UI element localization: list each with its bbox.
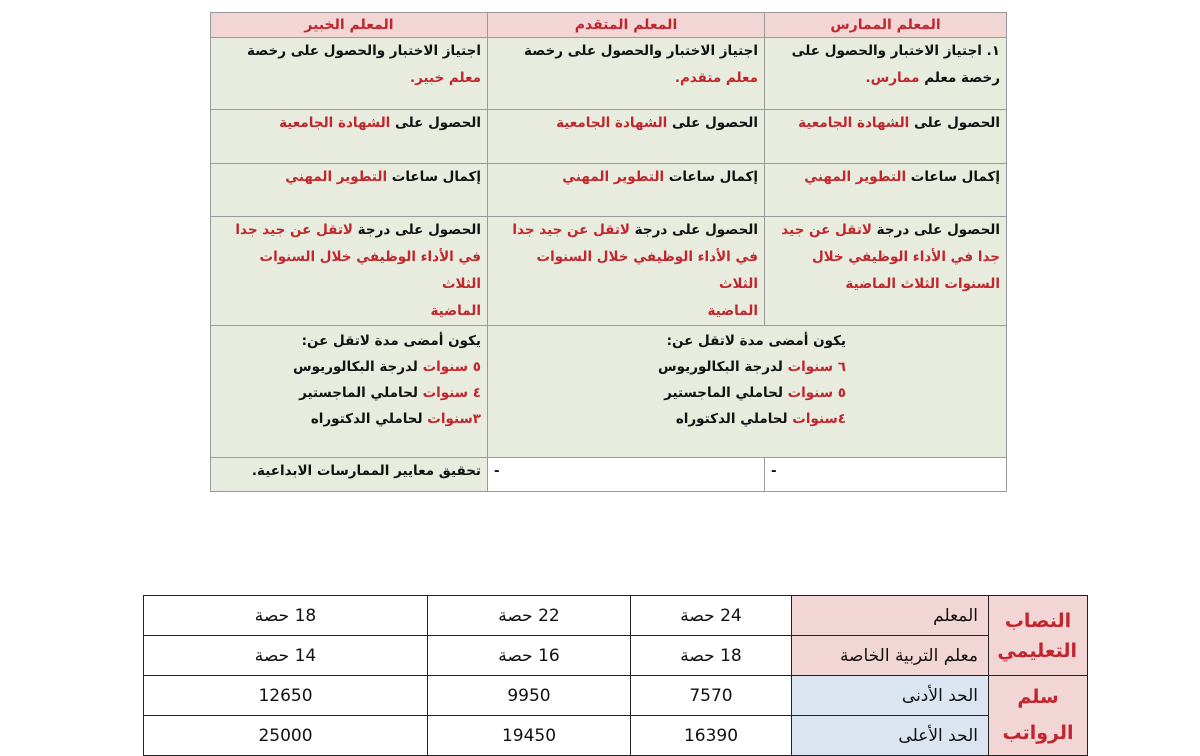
value-cell: 14 حصة — [144, 636, 428, 676]
row-license — [211, 38, 1007, 110]
text: لدرجة البكالوريوس — [293, 359, 423, 375]
text: يكون أمضى مدة لاتقل عن: — [301, 333, 481, 349]
header-row — [211, 13, 1007, 38]
text: ٥ سنوات — [422, 359, 481, 375]
header-practitioner: المعلم الممارس — [765, 13, 1007, 38]
group-salary-label — [989, 676, 1088, 756]
text: النصاب — [1004, 609, 1072, 632]
text: التعليمي — [997, 639, 1077, 662]
cell-advanced-creative — [488, 458, 765, 492]
text: إكمال ساعات — [906, 169, 1000, 185]
value-cell: 7570 — [631, 676, 792, 716]
text: اجتياز الاختبار والحصول على رخصة — [247, 43, 481, 59]
text: لحاملي الدكتوراه — [675, 411, 793, 427]
workload-salary-table — [143, 595, 1088, 756]
text: الحصول على درجة — [352, 222, 481, 238]
text: التطوير المهني — [562, 169, 665, 185]
text: الشهادة الجامعية — [279, 115, 391, 131]
text: الشهادة الجامعية — [556, 115, 668, 131]
header-advanced: المعلم المتقدم — [488, 13, 765, 38]
value-cell: 16 حصة — [428, 636, 631, 676]
row-development — [211, 164, 1007, 217]
text: لحاملي الماجستير — [664, 385, 788, 401]
value-cell: 19450 — [428, 716, 631, 756]
cell-practitioner-development — [765, 164, 1007, 217]
text: السنوات الثلاث الماضية — [845, 276, 1000, 292]
text: إكمال ساعات — [387, 169, 481, 185]
value-cell: 24 حصة — [631, 596, 792, 636]
row-teacher — [144, 596, 1088, 636]
cell-advanced-degree — [488, 110, 765, 164]
text: الماضية — [430, 303, 481, 319]
value-cell: 22 حصة — [428, 596, 631, 636]
cell-expert-license — [211, 38, 488, 110]
text: لدرجة البكالوريوس — [658, 359, 788, 375]
text: التطوير المهني — [804, 169, 907, 185]
cell-expert-creative — [211, 458, 488, 492]
text: معلم متقدم. — [674, 70, 758, 86]
text: ٤ سنوات — [422, 385, 481, 401]
cell-practitioner-performance — [765, 217, 1007, 326]
cell-practitioner-degree — [765, 110, 1007, 164]
header-expert: المعلم الخبير — [211, 13, 488, 38]
text: لاتقل عن جيد جدا — [512, 222, 630, 238]
text: في الأداء الوظيفي خلال السنوات الثلاث — [259, 249, 481, 292]
row-performance — [211, 217, 1007, 326]
text: الحصول على — [390, 115, 481, 131]
text: ٣سنوات — [427, 411, 481, 427]
cell-practitioner-creative — [765, 458, 1007, 492]
text: الحصول على — [667, 115, 758, 131]
cell-advanced-license — [488, 38, 765, 110]
row-label: الحد الأعلى — [792, 716, 989, 756]
text: إكمال ساعات — [664, 169, 758, 185]
text: ٦ سنوات — [787, 359, 846, 375]
cell-expert-development — [211, 164, 488, 217]
text: - — [494, 463, 500, 479]
text: الحصول على درجة — [871, 222, 1000, 238]
cell-expert-degree — [211, 110, 488, 164]
text: - — [771, 463, 777, 479]
row-special-ed — [144, 636, 1088, 676]
text: سلم — [1017, 686, 1059, 708]
row-experience — [211, 326, 1007, 458]
text: تحقيق معايير الممارسات الابداعية. — [251, 463, 481, 479]
text: رخصة معلم — [919, 70, 1000, 86]
text: يكون أمضى مدة لاتقل عن: — [666, 333, 846, 349]
text: في الأداء الوظيفي خلال السنوات الثلاث — [536, 249, 758, 292]
text: الماضية — [707, 303, 758, 319]
text: الشهادة الجامعية — [798, 115, 910, 131]
text: لاتقل عن جيد — [781, 222, 872, 238]
row-label: معلم التربية الخاصة — [792, 636, 989, 676]
teacher-levels-table — [210, 12, 1007, 492]
value-cell: 16390 — [631, 716, 792, 756]
row-label: المعلم — [792, 596, 989, 636]
text: الرواتب — [1002, 722, 1074, 744]
cell-expert-experience — [211, 326, 488, 458]
value-cell: 9950 — [428, 676, 631, 716]
cell-advanced-development — [488, 164, 765, 217]
text: ممارس. — [865, 70, 920, 86]
text: الحصول على درجة — [629, 222, 758, 238]
row-degree — [211, 110, 1007, 164]
text: لحاملي الماجستير — [299, 385, 423, 401]
value-cell: 12650 — [144, 676, 428, 716]
cell-merged-experience — [488, 326, 1007, 458]
text: اجتياز الاختبار والحصول على رخصة — [524, 43, 758, 59]
text: التطوير المهني — [285, 169, 388, 185]
value-cell: 18 حصة — [144, 596, 428, 636]
value-cell: 25000 — [144, 716, 428, 756]
text: لاتقل عن جيد جدا — [235, 222, 353, 238]
group-workload-label — [989, 596, 1088, 676]
cell-advanced-performance — [488, 217, 765, 326]
text: ٤سنوات — [792, 411, 846, 427]
text: لحاملي الدكتوراه — [310, 411, 428, 427]
text: جدا في الأداء الوظيفي خلال — [811, 249, 1000, 265]
text: ١. اجتياز الاختبار والحصول على — [791, 43, 1000, 59]
text: معلم خبير. — [409, 70, 481, 86]
text: ٥ سنوات — [787, 385, 846, 401]
value-cell: 18 حصة — [631, 636, 792, 676]
row-creative — [211, 458, 1007, 492]
cell-expert-performance — [211, 217, 488, 326]
row-label: الحد الأدنى — [792, 676, 989, 716]
cell-practitioner-license — [765, 38, 1007, 110]
row-min-salary — [144, 676, 1088, 716]
text: الحصول على — [909, 115, 1000, 131]
